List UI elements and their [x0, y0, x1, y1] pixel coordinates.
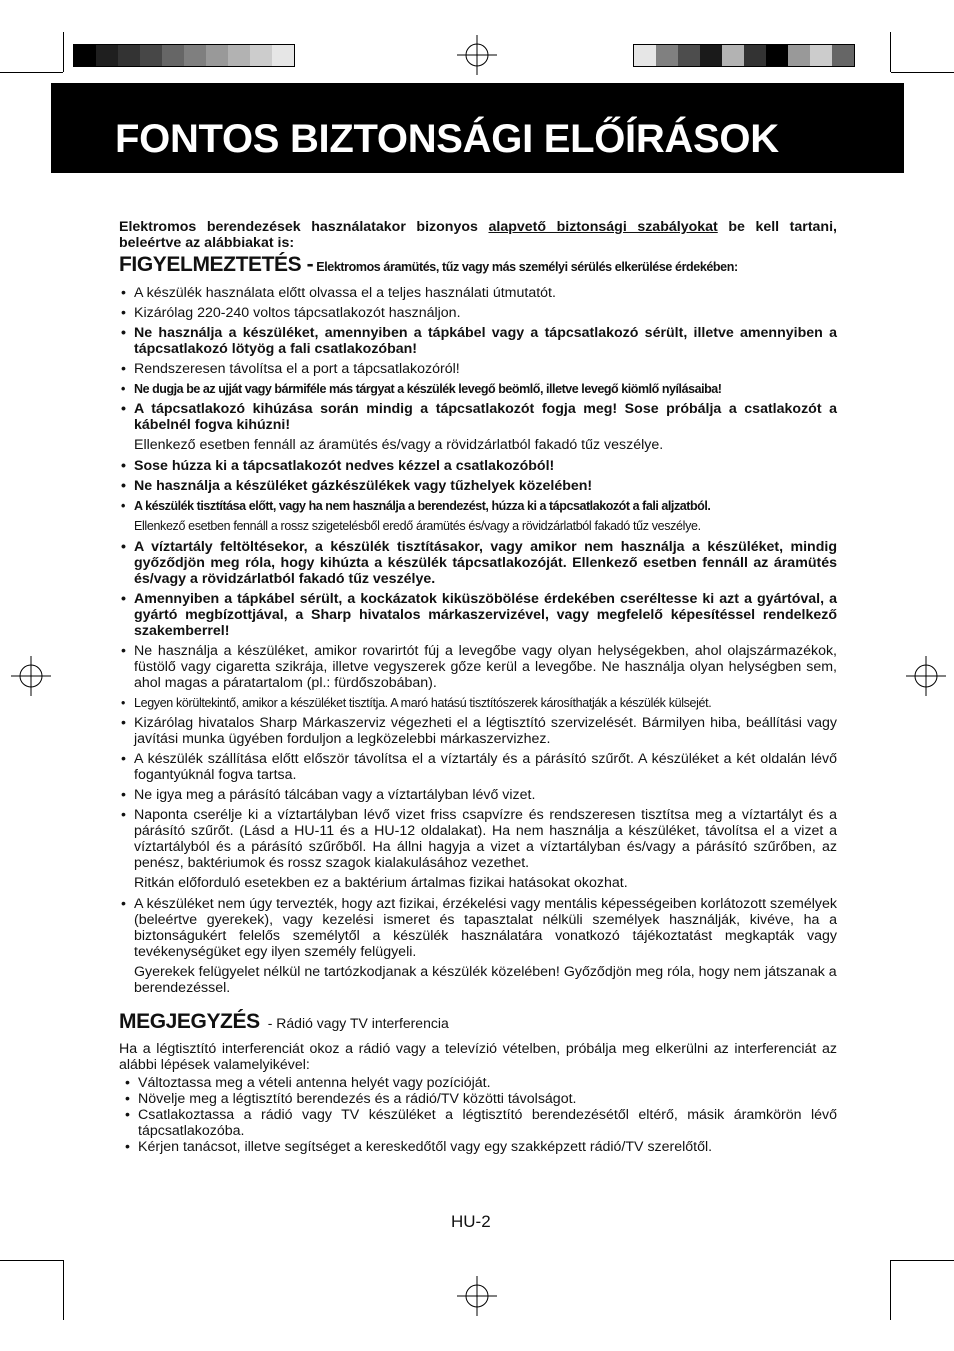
- note-item: • Növelje meg a légtisztító berendezés és a rádió/TV közötti távolságot.: [119, 1091, 837, 1107]
- warning-item: • Ne használja a készüléket gázkészülékek vagy tűzhelyek közelében!: [119, 478, 837, 494]
- color-calibration-bar-right: [633, 44, 855, 67]
- color-swatch: [74, 45, 96, 66]
- color-swatch: [656, 45, 678, 66]
- note-item: • Változtassa meg a vételi antenna helyét vagy pozícióját.: [119, 1075, 837, 1091]
- color-swatch: [634, 45, 656, 66]
- note-list: [119, 1075, 837, 1155]
- color-swatch: [118, 45, 140, 66]
- warning-item: • Legyen körültekintő, amikor a készüléket tisztítja. A maró hatású tisztítószerek károsíthatják a készülék külsejét.: [119, 695, 837, 711]
- warning-item: • Kizárólag hivatalos Sharp Márkaszerviz végezheti el a légtisztító szervizelését. Bármilyen hiba, beállítási vagy javítási munka ügyében forduljon a legközelebbi márkaszervizhez.: [119, 715, 837, 747]
- color-swatch: [678, 45, 700, 66]
- warning-item: • A víztartály feltöltésekor, a készülék tisztításakor, vagy amikor nem használja a készüléket, mindig győződjön meg róla, hogy kihúzta a készülék tápcsatlakozóját. Ellenkező esetben fennáll az áramütés és/vagy a rövidzárlatból fakadó tűz veszélye.: [119, 539, 837, 587]
- warning-item-note: Ellenkező esetben fennáll az áramütés és/vagy a rövidzárlatból fakadó tűz veszélye.: [134, 437, 664, 453]
- note-item: • Kérjen tanácsot, illetve segítséget a kereskedőtől vagy egy szakképzett rádió/TV szerelőtől.: [119, 1139, 837, 1155]
- warning-item: • Rendszeresen távolítsa el a port a tápcsatlakozóról!: [119, 361, 837, 377]
- registration-mark-top: [457, 35, 497, 75]
- warning-item-note: Ellenkező esetben fennáll a rossz szigetelésből eredő áramütés és/vagy a rövidzárlatból fakadó tűz veszélye.: [134, 519, 701, 533]
- warning-item: • A készülék használata előtt olvassa el a teljes használati útmutatót.: [119, 285, 837, 301]
- note-paragraph: Ha a légtisztító interferenciát okoz a rádió vagy a televízió vételben, próbálja meg elkerülni az interferenciát az alábbi lépések valamelyikével:: [119, 1041, 837, 1073]
- warning-item: • A készülék tisztítása előtt, vagy ha nem használja a berendezést, húzza ki a tápcsatlakozót a fali aljzatból.: [119, 498, 837, 514]
- warning-subheading: Elektromos áramütés, tűz vagy más személyi sérülés elkerülése érdekében:: [316, 260, 738, 274]
- warning-item: • A tápcsatlakozó kihúzása során mindig a tápcsatlakozót fogja meg! Sose próbálja a csatlakozót a kábelnél fogva kihúzni!: [119, 401, 837, 433]
- warning-heading: FIGYELMEZTETÉS -: [119, 253, 314, 276]
- note-heading: MEGJEGYZÉS: [119, 1010, 260, 1033]
- warning-item: • Ne dugja be az ujját vagy bármiféle más tárgyat a készülék levegő beömlő, illetve levegő kiömlő nyílásaiba!: [119, 381, 837, 397]
- page-title: FONTOS BIZTONSÁGI ELŐÍRÁSOK: [115, 117, 779, 161]
- color-swatch: [162, 45, 184, 66]
- warning-item: • Naponta cserélje ki a víztartályban lévő vizet friss csapvízre és rendszeresen tisztítsa meg a víztartályt és a párásító szűrőt. (Lásd a HU-11 és a HU-12 oldalakat). Ha nem használja a készüléket, távolítsa el a vizet a víztartályból és a párásító szűrőből. Ha állni hagyja a vizet a víztartályban és/vagy a párásító szűrőben, az penész, baktériumok és rossz szagok kialakulásához vezethet.: [119, 807, 837, 871]
- warning-heading-row: [119, 253, 837, 276]
- main-content: [119, 219, 837, 1155]
- color-swatch: [700, 45, 722, 66]
- color-swatch: [206, 45, 228, 66]
- color-swatch: [184, 45, 206, 66]
- intro-text-end: be kell tartani, beleértve az alábbiakat is:: [119, 219, 837, 251]
- registration-mark-bottom: [457, 1276, 497, 1316]
- warning-list: [119, 285, 837, 996]
- title-banner: [51, 83, 904, 173]
- page-number: HU-2: [451, 1212, 491, 1231]
- warning-item: • Sose húzza ki a tápcsatlakozót nedves kézzel a csatlakozóból!: [119, 458, 837, 474]
- warning-item: • Ne használja a készüléket, amikor rovarirtót fúj a levegőbe vagy olyan helységekben, ahol olajszármazékok, füstölő vagy cigaretta szikrája, illetve vegyszerek gőze kerül a levegőbe. Ne használja olyan helységben sem, ahol magas a páratartalom (pl.: fürdőszobában).: [119, 643, 837, 691]
- note-subheading: - Rádió vagy TV interferencia: [267, 1015, 449, 1031]
- note-item: • Csatlakoztassa a rádió vagy TV készüléket a légtisztító berendezésétől eltérő, másik áramkörön lévő tápcsatlakozóba.: [119, 1107, 837, 1139]
- registration-mark-left: [11, 656, 51, 696]
- warning-item-note: Ritkán előforduló esetekben ez a baktérium ártalmas fizikai hatásokat okozhat.: [134, 875, 628, 891]
- warning-item: • Kizárólag 220-240 voltos tápcsatlakozót használjon.: [119, 305, 837, 321]
- registration-mark-right: [906, 656, 946, 696]
- color-swatch: [810, 45, 832, 66]
- intro-paragraph: [119, 219, 837, 251]
- warning-item: • A készülék szállítása előtt először távolítsa el a víztartály és a párásító szűrőt. A készüléket a két oldalán lévő fogantyúknál fogva tartsa.: [119, 751, 837, 783]
- color-swatch: [766, 45, 788, 66]
- warning-item: • Ne használja a készüléket, amennyiben a tápkábel vagy a tápcsatlakozó sérült, illetve amennyiben a tápcsatlakozó lötyög a fali csatlakozóban!: [119, 325, 837, 357]
- warning-item: • A készüléket nem úgy tervezték, hogy azt fizikai, érzékelési vagy mentális képességeiben korlátozott személyek (beleértve gyerekek), vagy kezelési ismeret és tapasztalat nélküli személyek használják, kivéve, ha a biztonságukért felelős személytől a készülék használatára vonatkozó tájékoztatást megkapták vagy tevékenységüket egy ilyen személy felügyeli.: [119, 896, 837, 960]
- color-swatch: [788, 45, 810, 66]
- warning-item: • Amennyiben a tápkábel sérült, a kockázatok kiküszöbölése érdekében cseréltesse ki azt a gyártóval, a gyártó megbízottjával, a Sharp hivatalos márkaszervizével, vagy megfelelő képesítéssel rendelkező szakemberrel!: [119, 591, 837, 639]
- color-swatch: [744, 45, 766, 66]
- color-swatch: [250, 45, 272, 66]
- color-swatch: [722, 45, 744, 66]
- warning-item-note: Gyerekek felügyelet nélkül ne tartózkodjanak a készülék közelében! Győződjön meg róla, hogy nem játszanak a berendezéssel.: [134, 964, 837, 996]
- color-swatch: [272, 45, 294, 66]
- color-swatch: [832, 45, 854, 66]
- color-swatch: [140, 45, 162, 66]
- note-heading-row: [119, 1010, 837, 1033]
- warning-item: • Ne igya meg a párásító tálcában vagy a víztartályban lévő vizet.: [119, 787, 837, 803]
- color-swatch: [228, 45, 250, 66]
- color-calibration-bar-left: [73, 44, 295, 67]
- intro-text-start: Elektromos berendezések használatakor bizonyos: [119, 219, 489, 235]
- color-swatch: [96, 45, 118, 66]
- intro-underlined-text: alapvető biztonsági szabályokat: [488, 219, 718, 235]
